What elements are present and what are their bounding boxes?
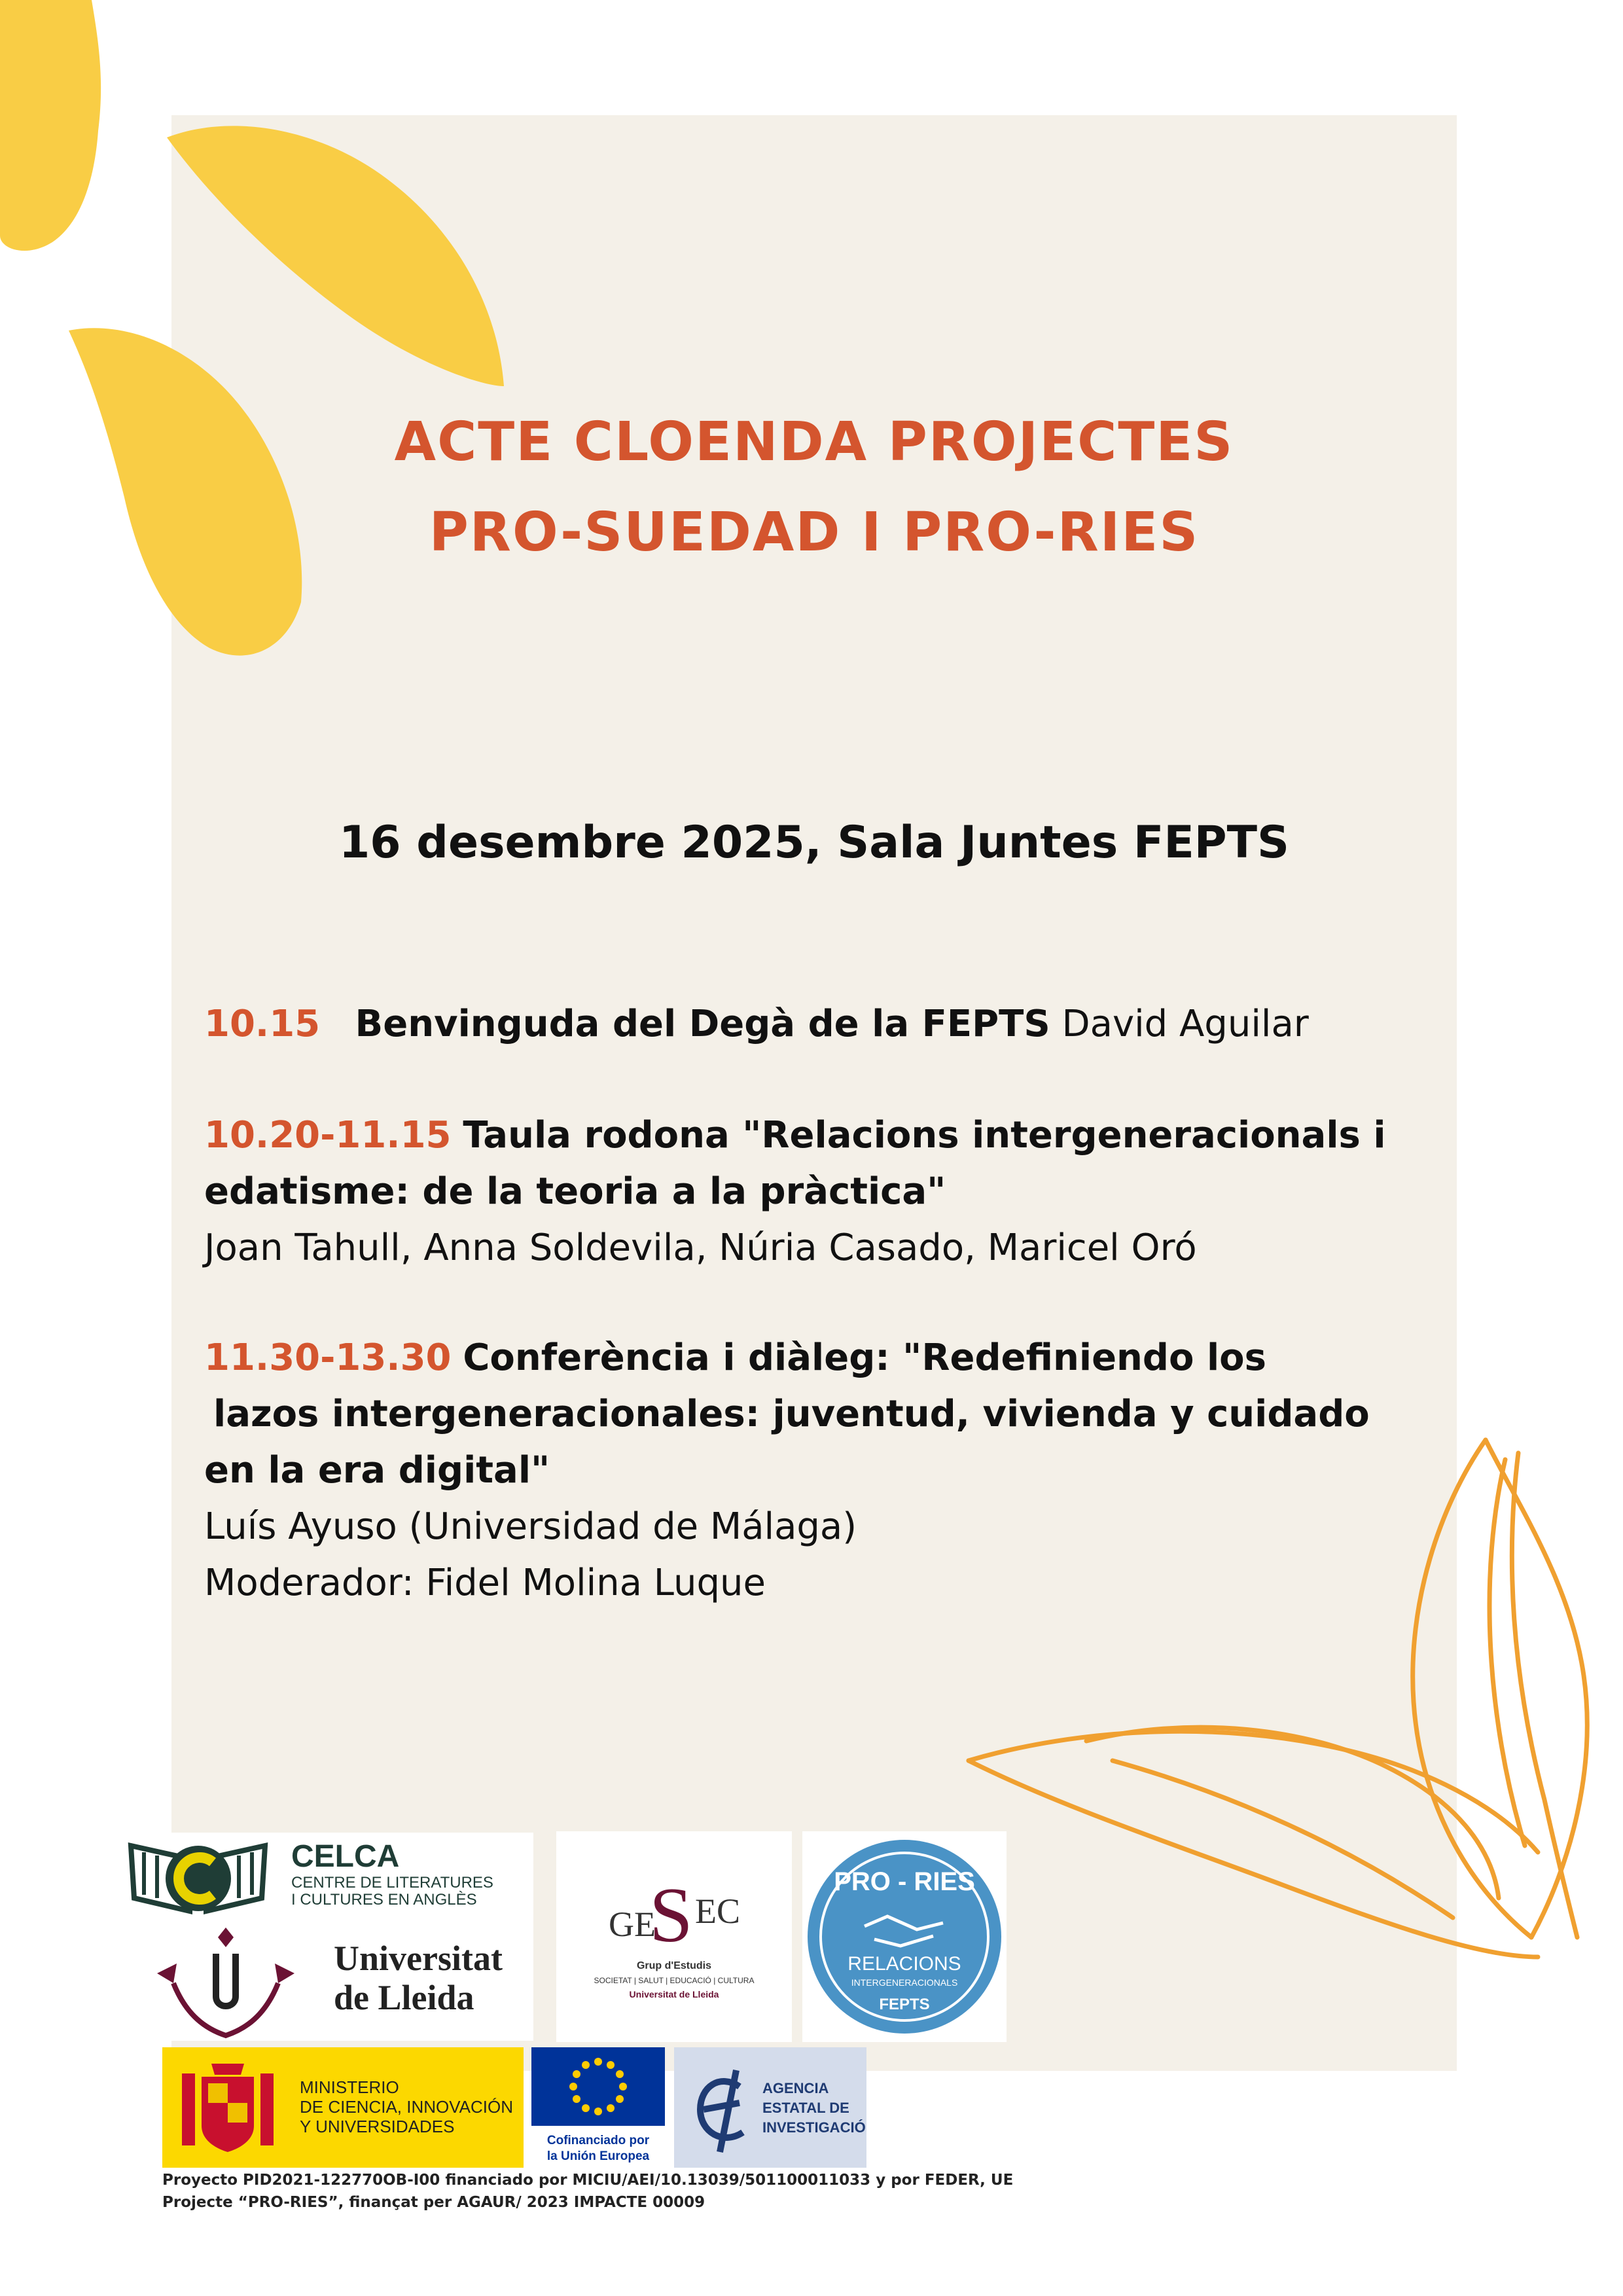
agenda-speaker: Luís Ayuso (Universidad de Málaga) (204, 1505, 857, 1548)
udl-logo (128, 1918, 533, 2042)
prories-logo (802, 1831, 1007, 2042)
footer-line-2: Projecte “PRO-RIES”, finançat per AGAUR/ 2023 IMPACTE 00009 (162, 2194, 705, 2211)
celca-name: CELCA (291, 1839, 400, 1874)
gessec-mark-right: EC (695, 1892, 741, 1931)
agenda-moderator: Moderador: Fidel Molina Luque (204, 1562, 766, 1604)
celca-udl-logo (128, 1833, 533, 2041)
agenda-speakers: Joan Tahull, Anna Soldevila, Núria Casado, Maricel Oró (204, 1227, 1197, 1269)
agenda-time: 10.15 (204, 1003, 321, 1045)
ministerio-logo (162, 2047, 524, 2168)
udl-emblem-icon (157, 1928, 294, 2036)
event-date-place: 16 desembre 2025, Sala Juntes FEPTS (338, 817, 1290, 869)
ministerio-line-2: DE CIENCIA, INNOVACIÓN (300, 2097, 514, 2117)
spain-coat-of-arms-icon (182, 2064, 274, 2152)
gessec-line-2: SOCIETAT | SALUT | EDUCACIÓ | CULTURA (594, 1976, 755, 1985)
aei-logo (674, 2047, 866, 2168)
eu-line-1: Cofinanciado por (546, 2134, 650, 2147)
gessec-logo (556, 1831, 792, 2042)
gessec-mark-s: S (649, 1871, 693, 1958)
udl-line-2: de Lleida (334, 1978, 474, 2017)
agenda-title-line-2: lazos intergeneracionales: juventud, vivienda y cuidado (213, 1393, 1370, 1435)
agenda-title-line-1: Conferència i diàleg: "Redefiniendo los (463, 1336, 1266, 1379)
event-title-line-2: PRO-SUEDAD I PRO-RIES (429, 501, 1200, 564)
gessec-mark (556, 1831, 792, 2042)
ministerio-line-3: Y UNIVERSIDADES (300, 2117, 455, 2136)
agenda-title-line-1: Taula rodona "Relacions intergeneracionals i (463, 1114, 1386, 1157)
agenda-item (204, 1107, 1386, 1276)
eu-logo (531, 2047, 665, 2168)
prories-badge-text: FEPTS (879, 1996, 930, 2013)
eu-mark (531, 2047, 665, 2168)
prories-line-2: INTERGENERACIONALS (851, 1977, 958, 1988)
agenda-speaker: David Aguilar (1061, 1003, 1309, 1045)
aei-line-3: INVESTIGACIÓN (762, 2119, 866, 2136)
agenda-time: 10.20-11.15 (204, 1114, 452, 1157)
ministerio-line-1: MINISTERIO (300, 2077, 399, 2097)
celca-line-2: I CULTURES EN ANGLÈS (291, 1891, 477, 1909)
celca-line-1: CENTRE DE LITERATURES (291, 1874, 493, 1892)
aei-e-icon (700, 2070, 743, 2152)
prories-badge (802, 1831, 1007, 2042)
aei-mark (674, 2047, 866, 2168)
content-panel (171, 115, 1457, 2071)
eu-line-2: la Unión Europea (546, 2149, 650, 2163)
agenda-title: Benvinguda del Degà de la FEPTS (355, 1003, 1050, 1045)
agenda-item (204, 996, 1309, 1052)
aei-line-1: AGENCIA (762, 2080, 829, 2096)
ministerio-mark (162, 2047, 524, 2168)
agenda-item (204, 1330, 1370, 1611)
prories-arc-text: PRO - RIES (834, 1867, 975, 1896)
agenda-time: 11.30-13.30 (204, 1336, 452, 1379)
agenda-title-line-2: edatisme: de la teoria a la pràctica" (204, 1170, 946, 1213)
book-icon (131, 1846, 265, 1911)
gessec-line-3: Universitat de Lleida (629, 1989, 719, 2000)
agenda-title-line-3: en la era digital" (204, 1449, 550, 1492)
gessec-line-1: Grup d'Estudis (636, 1960, 712, 1971)
event-title-line-1: ACTE CLOENDA PROJECTES (394, 411, 1234, 473)
prories-line-1: RELACIONS (847, 1953, 961, 1975)
aei-line-2: ESTATAL DE (762, 2100, 849, 2116)
gessec-mark-left: GE (609, 1905, 656, 1944)
yellow-shape-top-left (0, 0, 101, 251)
udl-line-1: Universitat (334, 1939, 503, 1978)
footer-line-1: Proyecto PID2021-122770OB-I00 financiado por MICIU/AEI/10.13039/501100011033 y por FEDER, UE (162, 2172, 1014, 2189)
